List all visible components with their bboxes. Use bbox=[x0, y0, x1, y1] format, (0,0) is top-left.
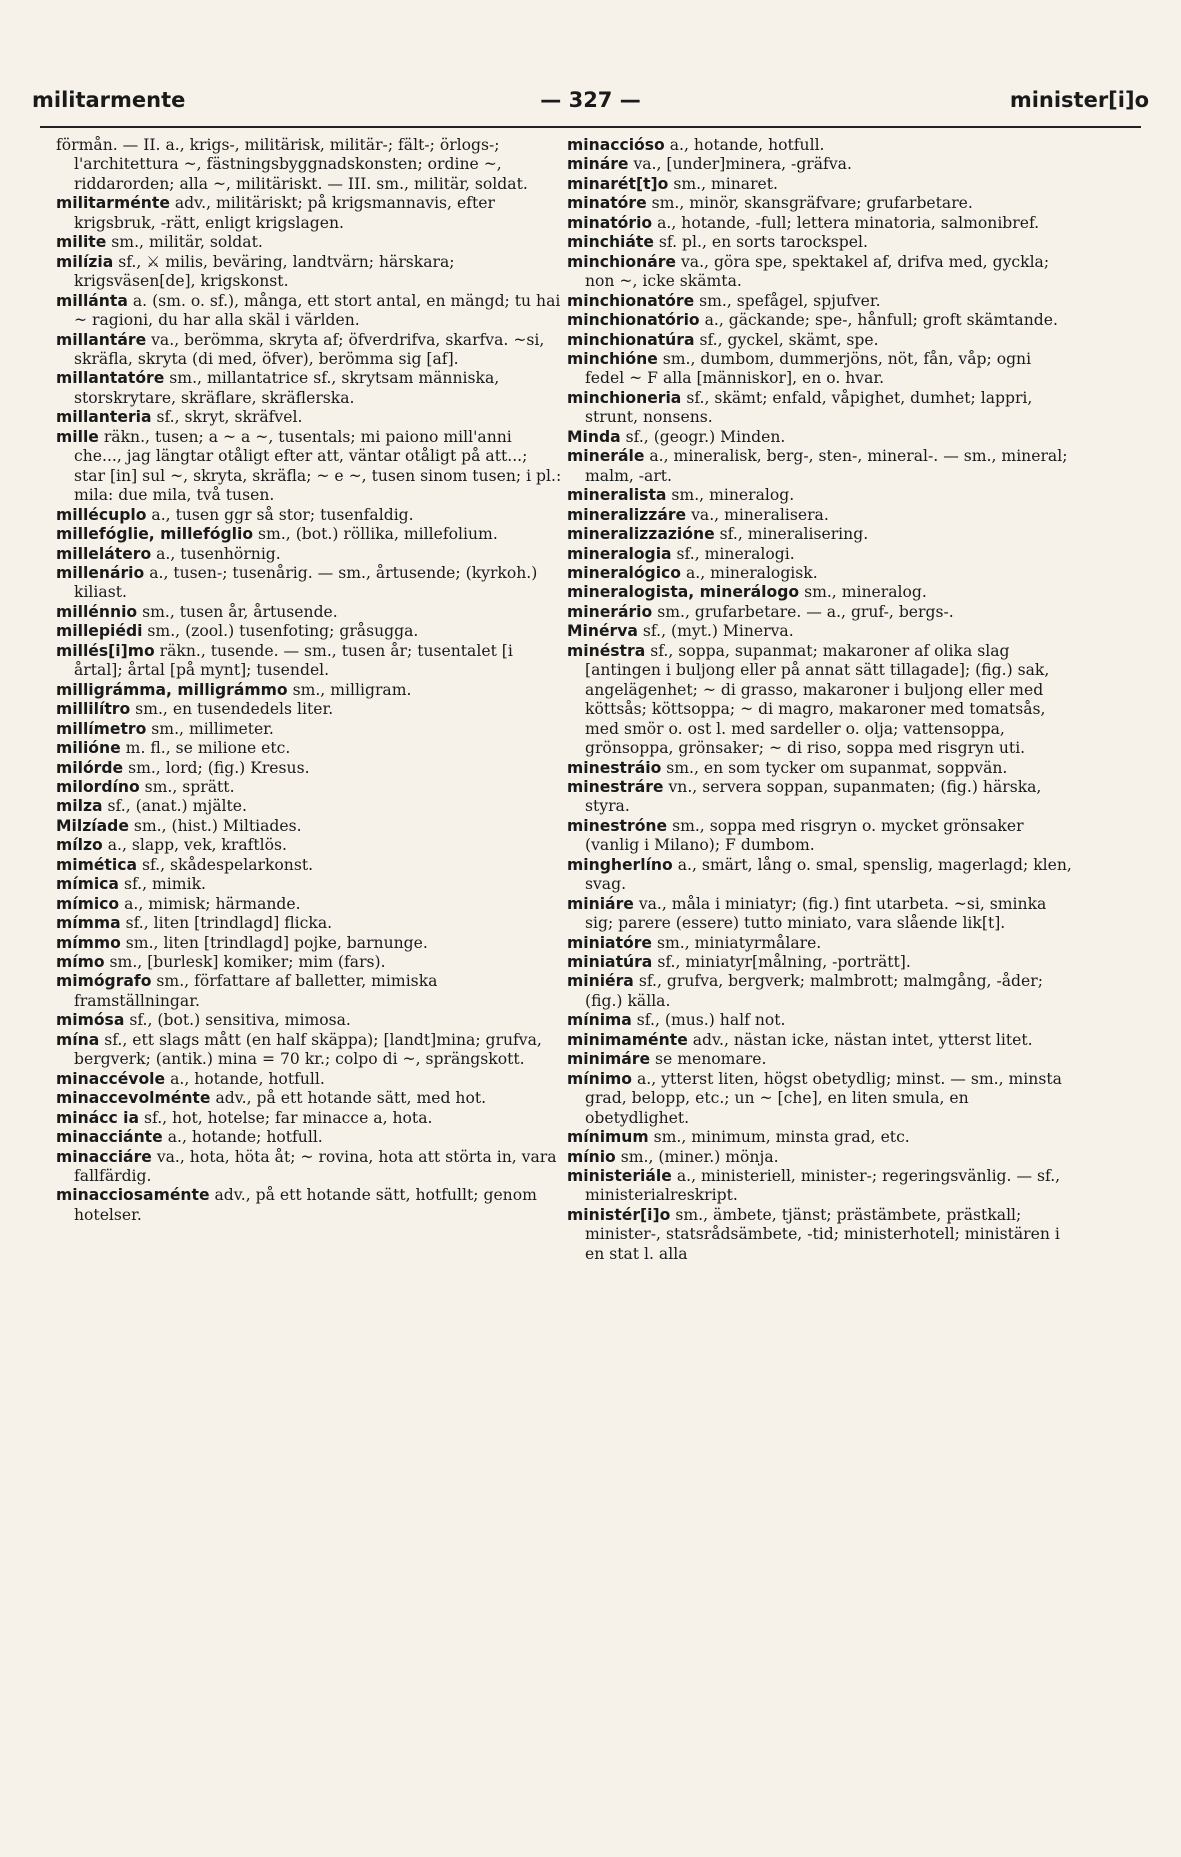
entry-headword: minacciáre bbox=[56, 1147, 152, 1166]
dictionary-entry bbox=[56, 1011, 562, 1030]
entry-headword: mína bbox=[56, 1030, 100, 1049]
dictionary-entry bbox=[567, 1148, 1073, 1167]
entry-headword: ministeriále bbox=[567, 1167, 672, 1186]
dictionary-entry bbox=[567, 603, 1073, 622]
entry-headword: Minérva bbox=[567, 622, 638, 641]
entry-headword: minéstra bbox=[567, 641, 646, 660]
page-number: — 327 — bbox=[540, 88, 641, 112]
entry-headword: millepiédi bbox=[56, 622, 143, 641]
entry-headword: mineralizzazióne bbox=[567, 525, 715, 544]
entry-headword: minestráio bbox=[567, 758, 662, 777]
entry-headword: mínio bbox=[567, 1147, 616, 1166]
entry-definition: sf., liten [trindlagd] flicka. bbox=[125, 914, 333, 933]
entry-definition: sf., (anat.) mjälte. bbox=[107, 797, 247, 816]
entry-headword: militarménte bbox=[56, 194, 170, 213]
entry-headword: minatório bbox=[567, 213, 653, 232]
dictionary-entry bbox=[56, 136, 562, 194]
dictionary-entry bbox=[567, 506, 1073, 525]
dictionary-entry bbox=[56, 836, 562, 855]
entry-headword: minchióne bbox=[567, 349, 658, 368]
entry-definition: sm., militär, soldat. bbox=[111, 233, 263, 252]
entry-definition: a., smärt, lång o. smal, spenslig, magerlagd; klen, svag. bbox=[585, 855, 1072, 894]
dictionary-entry bbox=[56, 700, 562, 719]
dictionary-entry bbox=[56, 369, 562, 408]
entry-definition: sf., mineralisering. bbox=[719, 525, 869, 544]
dictionary-entry bbox=[567, 583, 1073, 602]
entry-definition: sf., (geogr.) Minden. bbox=[625, 427, 786, 446]
entry-definition: va., måla i miniatyr; (fig.) fint utarbeta. ~si, sminka sig; parere (essere) tutto miniato, vara slående lik[t]. bbox=[585, 894, 1047, 933]
dictionary-entry bbox=[56, 953, 562, 972]
dictionary-entry bbox=[56, 720, 562, 739]
dictionary-entry bbox=[56, 895, 562, 914]
entry-headword: Milzíade bbox=[56, 816, 129, 835]
entry-definition: adv., nästan icke, nästan intet, ytterst litet. bbox=[692, 1030, 1033, 1049]
entry-headword: milízia bbox=[56, 252, 114, 271]
dictionary-entry bbox=[567, 311, 1073, 330]
entry-headword: miniáre bbox=[567, 894, 634, 913]
entry-headword: mingherlíno bbox=[567, 855, 673, 874]
dictionary-entry bbox=[56, 622, 562, 641]
entry-headword: minchioneria bbox=[567, 388, 682, 407]
dictionary-entry bbox=[567, 331, 1073, 350]
dictionary-entry bbox=[56, 797, 562, 816]
entry-definition: sm., millantatrice sf., skrytsam människa, storskrytare, skräflare, skräflerska. bbox=[74, 369, 500, 407]
entry-headword: minaccióso bbox=[567, 136, 665, 154]
dictionary-entry bbox=[567, 1011, 1073, 1030]
entry-definition: sf. pl., en sorts tarockspel. bbox=[658, 233, 868, 252]
entry-definition: a., hotande, hotfull. bbox=[170, 1069, 325, 1088]
dictionary-entry bbox=[56, 253, 562, 292]
entry-headword: minestróne bbox=[567, 816, 668, 835]
entry-headword: millénnio bbox=[56, 602, 138, 621]
entry-definition: sm., sprätt. bbox=[144, 777, 235, 796]
entry-definition: sm., mineralog. bbox=[804, 583, 927, 602]
entry-definition: förmån. — II. a., krigs-, militärisk, militär-; fält-; örlogs-; l'architettura ~, fästningsbyggnadskonsten; ordine ~, riddarorden; alla ~, militäriskt. — III. sm., militär, soldat. bbox=[56, 136, 528, 193]
entry-headword: millantatóre bbox=[56, 369, 165, 388]
entry-headword: miniatúra bbox=[567, 953, 653, 972]
entry-headword: mílzo bbox=[56, 836, 103, 855]
dictionary-entry bbox=[567, 934, 1073, 953]
dictionary-entry bbox=[56, 1070, 562, 1089]
entry-headword: ministér[i]o bbox=[567, 1205, 671, 1224]
entry-definition: sm., tusen år, årtusende. bbox=[142, 602, 338, 621]
entry-definition: sf., soppa, supanmat; makaroner af olika slag [antingen i buljong eller på annat sätt tillagade]; (fig.) sak, angelägenhet; ~ di grasso, makaroner i buljong eller med köttsås; köttsoppa; ~ di magro, makaroner med tomatsås, med smör o. ost l. med sardeller o. olja; vattensoppa, grönsoppa, grönsaker; ~ di riso, soppa med risgryn uti. bbox=[585, 641, 1050, 758]
dictionary-entry bbox=[56, 1186, 562, 1225]
dictionary-entry bbox=[567, 1167, 1073, 1206]
entry-definition: a., tusen ggr så stor; tusenfaldig. bbox=[151, 505, 414, 524]
entry-definition: va., mineralisera. bbox=[691, 505, 829, 524]
dictionary-entry bbox=[56, 681, 562, 700]
entry-headword: mineralogia bbox=[567, 544, 672, 563]
entry-definition: sm., en tusendedels liter. bbox=[135, 700, 334, 719]
entry-definition: va., [under]minera, -gräfva. bbox=[633, 155, 852, 174]
dictionary-entry bbox=[567, 622, 1073, 641]
entry-definition: a., hotande; hotfull. bbox=[167, 1128, 323, 1147]
dictionary-entry bbox=[567, 292, 1073, 311]
entry-definition: sm., (bot.) röllika, millefolium. bbox=[258, 525, 498, 544]
entry-definition: sm., miniatyrmålare. bbox=[656, 933, 822, 952]
entry-definition: sm., författare af balletter, mimiska framställningar. bbox=[74, 972, 438, 1010]
entry-headword: mináre bbox=[567, 155, 629, 174]
entry-definition: a., hotande, -full; lettera minatoria, salmonibref. bbox=[657, 213, 1040, 232]
entry-headword: mímma bbox=[56, 914, 121, 933]
entry-definition: sm., (zool.) tusenfoting; gråsugga. bbox=[147, 622, 419, 641]
entry-definition: se menomare. bbox=[655, 1050, 767, 1069]
entry-headword: minchionatóre bbox=[567, 291, 695, 310]
entry-definition: sf., skådespelarkonst. bbox=[141, 855, 314, 874]
dictionary-entry bbox=[567, 428, 1073, 447]
entry-headword: minatóre bbox=[567, 194, 647, 213]
dictionary-entry bbox=[56, 856, 562, 875]
entry-headword: mille bbox=[56, 427, 99, 446]
entry-headword: minácc ia bbox=[56, 1108, 140, 1127]
entry-definition: sm., en som tycker om supanmat, soppvän. bbox=[666, 758, 1008, 777]
dictionary-entry bbox=[56, 564, 562, 603]
dictionary-entry bbox=[567, 564, 1073, 583]
entry-headword: minestráre bbox=[567, 777, 664, 796]
entry-definition: a., ministeriell, minister-; regeringsvänlig. — sf., ministerialreskript. bbox=[585, 1167, 1061, 1205]
entry-definition: sf., (bot.) sensitiva, mimosa. bbox=[129, 1011, 351, 1030]
entry-definition: sm., soppa med risgryn o. mycket grönsaker (vanlig i Milano); F dumbom. bbox=[585, 816, 1024, 855]
dictionary-entry bbox=[56, 1089, 562, 1108]
entry-headword: millés[i]mo bbox=[56, 641, 155, 660]
entry-definition: räkn., tusen; a ~ a ~, tusentals; mi paiono mill'anni che..., jag längtar otåligt efter att, väntar otåligt på att...; star [in] sul ~, skryta, skräfla; ~ e ~, tusen sinom tusen; i pl.: mila: due mila, två tusen. bbox=[74, 427, 562, 505]
entry-headword: milordíno bbox=[56, 777, 140, 796]
dictionary-entry bbox=[567, 545, 1073, 564]
entry-headword: minchionáre bbox=[567, 252, 676, 271]
dictionary-entry bbox=[567, 447, 1073, 486]
entry-headword: mímmo bbox=[56, 933, 121, 952]
dictionary-entry bbox=[56, 1109, 562, 1128]
entry-headword: minchiáte bbox=[567, 233, 654, 252]
entry-definition: sm., minimum, minsta grad, etc. bbox=[653, 1128, 910, 1147]
dictionary-entry bbox=[567, 136, 1073, 155]
entry-headword: mimética bbox=[56, 855, 137, 874]
entry-definition: a., tusenhörnig. bbox=[156, 544, 281, 563]
dictionary-entry bbox=[56, 914, 562, 933]
entry-definition: sf., skryt, skräfvel. bbox=[156, 408, 303, 427]
entry-headword: mímo bbox=[56, 953, 105, 972]
dictionary-entry bbox=[56, 759, 562, 778]
entry-definition: sf., ⚔ milis, beväring, landtvärn; härskara; krigsväsen[de], krigskonst. bbox=[74, 252, 455, 291]
entry-definition: a., gäckande; spe-, hånfull; groft skämtande. bbox=[704, 311, 1058, 330]
entry-headword: minarét[t]o bbox=[567, 174, 669, 193]
entry-headword: mímica bbox=[56, 875, 119, 894]
dictionary-entry bbox=[56, 603, 562, 622]
entry-headword: minerále bbox=[567, 447, 645, 466]
dictionary-entry bbox=[56, 934, 562, 953]
entry-definition: a. (sm. o. sf.), många, ett stort antal, en mängd; tu hai ~ ragioni, du har alla skäl i världen. bbox=[74, 291, 561, 330]
entry-headword: Minda bbox=[567, 427, 621, 446]
dictionary-entry bbox=[56, 233, 562, 252]
dictionary-entry bbox=[567, 350, 1073, 389]
entry-headword: mimógrafo bbox=[56, 972, 152, 991]
entry-headword: miniéra bbox=[567, 972, 634, 991]
dictionary-entry bbox=[567, 194, 1073, 213]
dictionary-entry bbox=[567, 1070, 1073, 1128]
entry-definition: sm., minör, skansgräfvare; grufarbetare. bbox=[651, 194, 973, 213]
entry-definition: sf., grufva, bergverk; malmbrott; malmgång, -åder; (fig.) källa. bbox=[585, 972, 1043, 1010]
entry-definition: räkn., tusende. — sm., tusen år; tusentalet [i årtal]; årtal [på mynt]; tusendel. bbox=[74, 641, 513, 680]
entry-headword: mínima bbox=[567, 1011, 632, 1030]
header-rule bbox=[40, 126, 1141, 128]
dictionary-entry bbox=[567, 214, 1073, 233]
dictionary-entry bbox=[567, 389, 1073, 428]
entry-definition: adv., på ett hotande sätt, hotfullt; genom hotelser. bbox=[74, 1186, 537, 1224]
entry-definition: sm., minaret. bbox=[673, 174, 779, 193]
dictionary-entry bbox=[567, 253, 1073, 292]
entry-headword: minacciosaménte bbox=[56, 1186, 210, 1205]
entry-headword: minaccévole bbox=[56, 1069, 166, 1088]
entry-definition: va., hota, höta åt; ~ rovina, hota att störta in, vara fallfärdig. bbox=[74, 1147, 557, 1186]
entry-definition: sf., (mus.) half not. bbox=[636, 1011, 786, 1030]
entry-definition: a., mineralogisk. bbox=[685, 563, 818, 582]
dictionary-entry bbox=[56, 778, 562, 797]
entry-definition: a., hotande, hotfull. bbox=[669, 136, 825, 154]
right-column bbox=[567, 136, 1073, 1264]
dictionary-entry bbox=[567, 856, 1073, 895]
dictionary-entry bbox=[567, 1128, 1073, 1147]
entry-definition: sm., liten [trindlagd] pojke, barnunge. bbox=[125, 933, 428, 952]
left-column bbox=[56, 136, 562, 1225]
entry-definition: sm., [burlesk] komiker; mim (fars). bbox=[109, 953, 386, 972]
entry-headword: millécuplo bbox=[56, 505, 147, 524]
entry-headword: millanteria bbox=[56, 408, 152, 427]
entry-headword: millenário bbox=[56, 563, 145, 582]
dictionary-entry bbox=[567, 1206, 1073, 1264]
entry-headword: mimósa bbox=[56, 1011, 125, 1030]
dictionary-entry bbox=[56, 739, 562, 758]
dictionary-entry bbox=[56, 428, 562, 506]
entry-headword: mineralista bbox=[567, 486, 667, 505]
entry-headword: mínimo bbox=[567, 1069, 633, 1088]
dictionary-entry bbox=[56, 525, 562, 544]
entry-definition: sm., (miner.) mönja. bbox=[620, 1147, 779, 1166]
entry-definition: a., mimisk; härmande. bbox=[124, 894, 301, 913]
dictionary-entry bbox=[567, 1031, 1073, 1050]
dictionary-entry bbox=[567, 155, 1073, 174]
entry-headword: millantáre bbox=[56, 330, 147, 349]
header-left-guideword: militarmente bbox=[32, 88, 186, 112]
entry-headword: milióne bbox=[56, 739, 121, 758]
dictionary-entry bbox=[567, 953, 1073, 972]
entry-headword: miniatóre bbox=[567, 933, 652, 952]
entry-definition: sf., gyckel, skämt, spe. bbox=[699, 330, 879, 349]
dictionary-entry bbox=[567, 778, 1073, 817]
entry-definition: sm., dumbom, dummerjöns, nöt, fån, våp; ogni fedel ~ F alla [människor], en o. hvar. bbox=[585, 349, 1032, 388]
entry-headword: mineralógico bbox=[567, 563, 682, 582]
entry-definition: sm., grufarbetare. — a., gruf-, bergs-. bbox=[657, 602, 954, 621]
entry-headword: milórde bbox=[56, 758, 124, 777]
entry-headword: milza bbox=[56, 797, 103, 816]
dictionary-entry bbox=[567, 759, 1073, 778]
dictionary-entry bbox=[56, 506, 562, 525]
entry-headword: minchionatúra bbox=[567, 330, 695, 349]
entry-headword: minchionatório bbox=[567, 311, 700, 330]
entry-definition: va., göra spe, spektakel af, drifva med, gyckla; non ~, icke skämta. bbox=[585, 252, 1050, 291]
entry-definition: sm., millimeter. bbox=[151, 719, 274, 738]
dictionary-entry bbox=[567, 233, 1073, 252]
dictionary-entry bbox=[567, 642, 1073, 759]
dictionary-entry bbox=[567, 817, 1073, 856]
dictionary-entry bbox=[56, 642, 562, 681]
entry-definition: sf., mimik. bbox=[123, 875, 206, 894]
entry-definition: m. fl., se milione etc. bbox=[125, 739, 291, 758]
dictionary-entry bbox=[567, 486, 1073, 505]
entry-headword: minimaménte bbox=[567, 1030, 688, 1049]
entry-definition: sm., spefågel, spjufver. bbox=[699, 291, 881, 310]
entry-headword: mímico bbox=[56, 894, 120, 913]
entry-definition: a., tusen-; tusenårig. — sm., årtusende; (kyrkoh.) kiliast. bbox=[74, 563, 538, 602]
entry-definition: sm., (hist.) Miltiades. bbox=[133, 816, 302, 835]
entry-definition: sf., ett slags mått (en half skäppa); [landt]mina; grufva, bergverk; (antik.) mina = 70 kr.; colpo di ~, sprängskott. bbox=[74, 1030, 542, 1069]
entry-definition: adv., på ett hotande sätt, med hot. bbox=[215, 1089, 487, 1108]
dictionary-entry bbox=[56, 408, 562, 427]
header-right-guideword: minister[i]o bbox=[1009, 88, 1149, 112]
entry-headword: mineralizzáre bbox=[567, 505, 687, 524]
dictionary-entry bbox=[56, 817, 562, 836]
entry-definition: sf., skämt; enfald, våpighet, dumhet; lappri, strunt, nonsens. bbox=[585, 388, 1033, 427]
entry-headword: milligrámma, milligrámmo bbox=[56, 680, 288, 699]
entry-headword: minaccevolménte bbox=[56, 1089, 211, 1108]
entry-headword: mínimum bbox=[567, 1128, 649, 1147]
page-header bbox=[32, 84, 1149, 116]
dictionary-entry bbox=[56, 1148, 562, 1187]
entry-headword: millánta bbox=[56, 291, 128, 310]
entry-definition: vn., servera soppan, supanmaten; (fig.) härska, styra. bbox=[585, 777, 1042, 816]
entry-headword: minimáre bbox=[567, 1050, 651, 1069]
entry-definition: a., ytterst liten, högst obetydlig; minst. — sm., minsta grad, belopp, etc.; un ~ [che], en liten smula, en obetydlighet. bbox=[585, 1069, 1062, 1127]
entry-headword: millelátero bbox=[56, 544, 152, 563]
dictionary-entry bbox=[567, 175, 1073, 194]
entry-definition: a., mineralisk, berg-, sten-, mineral-. — sm., mineral; malm, -art. bbox=[585, 447, 1068, 485]
dictionary-entry bbox=[56, 331, 562, 370]
entry-definition: sf., (myt.) Minerva. bbox=[642, 622, 794, 641]
dictionary-entry bbox=[56, 292, 562, 331]
entry-headword: millímetro bbox=[56, 719, 147, 738]
dictionary-entry bbox=[56, 972, 562, 1011]
dictionary-entry bbox=[567, 972, 1073, 1011]
dictionary-entry bbox=[567, 895, 1073, 934]
entry-headword: millefóglie, millefóglio bbox=[56, 525, 254, 544]
entry-definition: va., berömma, skryta af; öfverdrifva, skarfva. ~si, skräfla, skryta (di med, öfver), berömma sig [af]. bbox=[74, 330, 545, 368]
entry-headword: millilítro bbox=[56, 700, 131, 719]
entry-definition: sf., miniatyr[målning, -porträtt]. bbox=[657, 953, 911, 972]
entry-definition: sm., lord; (fig.) Kresus. bbox=[128, 758, 310, 777]
entry-headword: mineralogista, minerálogo bbox=[567, 583, 800, 602]
entry-definition: sf., hot, hotelse; far minacce a, hota. bbox=[143, 1108, 433, 1127]
entry-definition: sm., mineralog. bbox=[671, 486, 795, 505]
dictionary-entry bbox=[56, 194, 562, 233]
entry-headword: minerário bbox=[567, 602, 653, 621]
dictionary-entry bbox=[56, 1031, 562, 1070]
dictionary-entry bbox=[56, 1128, 562, 1147]
entry-headword: milite bbox=[56, 233, 107, 252]
entry-definition: sm., milligram. bbox=[292, 680, 412, 699]
dictionary-entry bbox=[56, 875, 562, 894]
entry-definition: sf., mineralogi. bbox=[676, 544, 795, 563]
entry-definition: a., slapp, vek, kraftlös. bbox=[107, 836, 288, 855]
dictionary-entry bbox=[567, 1050, 1073, 1069]
entry-definition: sm., ämbete, tjänst; prästämbete, prästkall; minister-, statsrådsämbete, -tid; ministerhotell; ministären i en stat l. alla bbox=[585, 1205, 1060, 1263]
dictionary-entry bbox=[56, 545, 562, 564]
entry-definition: adv., militäriskt; på krigsmannavis, efter krigsbruk, -rätt, enligt krigslagen. bbox=[74, 194, 495, 232]
dictionary-entry bbox=[567, 525, 1073, 544]
entry-headword: minacciánte bbox=[56, 1128, 163, 1147]
